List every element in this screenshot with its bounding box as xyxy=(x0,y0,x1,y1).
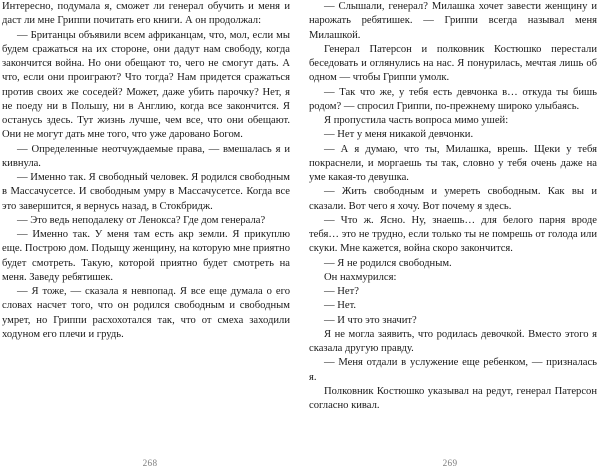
right-page xyxy=(300,0,600,474)
paragraph: — Нет. xyxy=(324,300,357,312)
left-page-textblock xyxy=(2,0,290,342)
paragraph: — Именно так. Я свободный человек. Я родился свободным в Массачусетсе. И свободным умру в Массачусетсе. Когда все это завершится, я вернусь назад, в Стокбридж. xyxy=(2,172,290,212)
paragraph: — Именно так. У меня там есть акр земли. Я прикуплю еще. Построю дом. Подыщу женщину, на которую мне приятно будет смотреть. Такую, которой приятно будет смотреть на меня. Заведу ребятишек. xyxy=(2,229,290,283)
paragraph: — Я тоже, — сказала я невпопад. Я все еще думала о его словах насчет того, что он родился свободным и свободным умрет, но Гриппи расхохотался так, что от смеха заходили ходуном его плечи и грудь. xyxy=(2,286,290,340)
right-page-textblock xyxy=(309,0,597,413)
paragraph: Генерал Патерсон и полковник Костюшко перестали беседовать и оглянулись на нас. Я понурилась, мечтая лишь об одном — чтобы Гриппи умолк. xyxy=(309,43,597,84)
paragraph: — Так что же, у тебя есть девчонка в… откуда ты бишь родом? — спросил Гриппи, по-прежнему широко улыбаясь. xyxy=(309,86,597,112)
paragraph: — Нет? xyxy=(324,286,359,297)
paragraph: — Слышали, генерал? Милашка хочет завести женщину и нарожать ребятишек. — Гриппи всегда называл меня Милашкой. xyxy=(309,1,597,41)
page-number-left: 268 xyxy=(142,458,158,468)
paragraph: Он нахмурился: xyxy=(324,271,397,283)
paragraph: Полковник Костюшко указывал на редут, генерал Патерсон согласно кивал. xyxy=(309,385,597,411)
paragraph: — Это ведь неподалеку от Ленокса? Где дом генерала? xyxy=(17,214,266,226)
paragraph: — Я не родился свободным. xyxy=(324,257,452,269)
paragraph: Интересно, подумала я, сможет ли генерал обучить и меня и даст ли мне Гриппи почитать его книги. А он продолжал: xyxy=(2,1,290,27)
paragraph: — Что ж. Ясно. Ну, знаешь… для белого парня вроде тебя… это не трудно, если только ты не помрешь от голода или скуки. Мне кажется, война скоро закончится. xyxy=(309,214,597,255)
paragraph: — А я думаю, что ты, Милашка, врешь. Щеки у тебя покраснели, и моргаешь ты так, словно у тебя очень даже на уме какая-то девушка. xyxy=(309,143,597,183)
paragraph: — Британцы объявили всем африканцам, что, мол, если мы будем сражаться на их стороне, они дадут нам свободу, когда закончится война. Но они обещают то, чего не смогут дать. А что, если они проиграют? Что тогда? Нам придется сражаться против своих же соседей? Может, даже убить парочку? Нет, я не поеду ни в Польшу, ни в Англию, когда все закончится. Я останусь здесь. Тут жизнь лучше, чем все, что они обещают. Они не могут дать мне того, что уже даровано Богом. xyxy=(2,29,290,141)
paragraph: — Меня отдали в услужение еще ребенком, — призналась я. xyxy=(309,357,597,383)
paragraph: — Определенные неотчуждаемые права, — вмешалась я и кивнула. xyxy=(2,143,290,169)
paragraph: Я не могла заявить, что родилась девочкой. Вместо этого я сказала другую правду. xyxy=(309,328,597,354)
paragraph: — Нет у меня никакой девчонки. xyxy=(324,129,474,141)
paragraph: — И что это значит? xyxy=(324,314,417,326)
page-number-right: 269 xyxy=(442,458,458,468)
paragraph: Я пропустила часть вопроса мимо ушей: xyxy=(324,115,509,126)
paragraph: — Жить свободным и умереть свободным. Как вы и сказали. Вот чего я хочу. Вот почему я здесь. xyxy=(309,186,597,212)
